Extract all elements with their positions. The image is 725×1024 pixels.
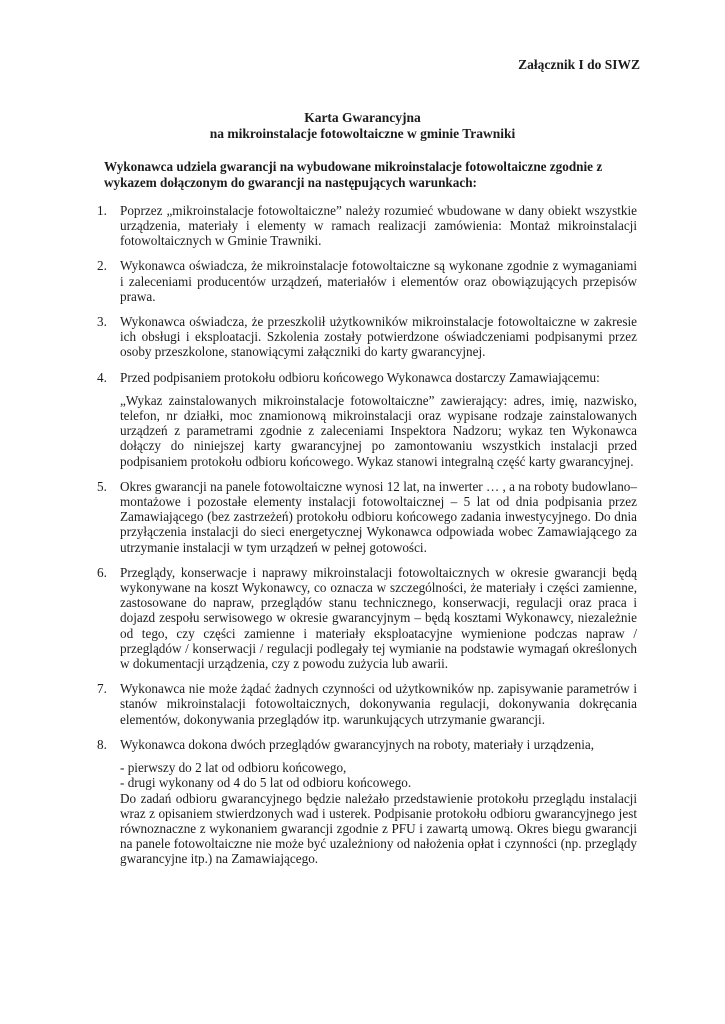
list-item-4	[97, 370, 637, 469]
intro-paragraph: Wykonawca udziela gwarancji na wybudowane mikroinstalacje fotowoltaiczne zgodnie z wykazem dołączonym do gwarancji na następujących warunkach:	[104, 159, 603, 190]
item-body	[120, 314, 637, 360]
item-text: Poprzez „mikroinstalacje fotowoltaiczne” należy rozumieć wbudowane w dany obiekt wszystkie urządzenia, materiały i elementy w ramach realizacji zamówienia: Montaż mikroinstalacji fotowoltaicznych w Gminie Trawniki.	[120, 202, 637, 249]
item-number: 5.	[97, 478, 107, 494]
item-text: Wykonawca oświadcza, że przeszkolił użytkowników mikroinstalacje fotowoltaiczne w zakresie ich obsługi i eksploatacji. Szkolenia zostały potwierdzone oświadczeniami podpisanymi przez osoby przeszkolone, stanowiącymi załączniki do karty gwarancyjnej.	[120, 314, 637, 360]
item-number: 6.	[97, 564, 107, 580]
item-text: Przeglądy, konserwacje i naprawy mikroinstalacji fotowoltaicznych w okresie gwarancji będą wykonywane na koszt Wykonawcy, co oznacza w szczególności, że materiały i części zamienne, zastosowane do napraw, przeglądów stanu technicznego, konserwacji, regulacji oraz praca i dojazd zespołu serwisowego w okresie gwarancyjnym – będą kosztami Wykonawcy, niezależnie od tego, czy części zamienne i materiały eksploatacyjne wymienione podczas napraw / przeglądów / konserwacji / regulacji podlegały tej wymianie na podstawie wymagań określonych w dokumentacji urządzenia, czy z powodu zużycia lub awarii.	[120, 564, 637, 672]
document-title: Karta Gwarancyjna	[304, 110, 421, 126]
item-text: Wykonawca dokona dwóch przeglądów gwarancyjnych na roboty, materiały i urządzenia,	[120, 736, 595, 752]
item-body	[120, 370, 637, 469]
inspection-detail-paragraph: Do zadań odbioru gwarancyjnego będzie należało przedstawienie protokołu przeglądu instalacji wraz z opisaniem stwierdzonych wad i usterek. Podpisanie protokołu odbioru gwarancyjnego jest równoznaczne z wykonaniem gwarancji zgodnie z PFU i zawartą umową. Okres biegu gwarancji na panele fotowoltaiczne nie może być uzależniony od nałożenia opłat i czynności (np. przeglądy gwarancyjne itp.) na Zamawiającego.	[120, 790, 637, 867]
item-body	[120, 565, 637, 671]
document-body	[0, 159, 725, 866]
list-item-3	[97, 314, 637, 360]
list-item-7	[97, 681, 637, 727]
list-item-1	[97, 203, 637, 249]
inspection-second-line: - drugi wykonany od 4 do 5 lat od odbioru końcowego.	[120, 775, 412, 791]
item-body	[120, 479, 637, 555]
list-item-5	[97, 479, 637, 555]
warranty-conditions-list	[97, 203, 637, 867]
attachment-header: Załącznik I do SIWZ	[518, 57, 640, 72]
item-body	[120, 737, 637, 867]
item-number: 2.	[97, 258, 107, 274]
item-text: Przed podpisaniem protokołu odbioru końcowego Wykonawca dostarczy Zamawiającemu:	[120, 369, 600, 385]
item-number: 1.	[97, 202, 107, 218]
item-number: 7.	[97, 681, 107, 697]
list-item-6	[97, 565, 637, 671]
document-subtitle: na mikroinstalacje fotowoltaiczne w gminie Trawniki	[209, 125, 516, 141]
item-number: 4.	[97, 369, 107, 385]
document-title-block	[0, 110, 725, 141]
item-text: Wykonawca oświadcza, że mikroinstalacje fotowoltaiczne są wykonane zgodnie z wymaganiami i zaleceniami producentów urządzeń, materiałów i elementów oraz obowiązujących przepisów prawa.	[120, 258, 637, 304]
item-text: Okres gwarancji na panele fotowoltaiczne wynosi 12 lat, na inwerter … , a na roboty budowlano–montażowe i pozostałe elementy instalacji fotowoltaicznej – 5 lat od dnia podpisania przez Zamawiającego (bez zastrzeżeń) protokołu odbioru końcowego zadania inwestycyjnego. Do dnia przyłączenia instalacji do sieci energetycznej Wykonawca odpowiada wobec Zamawiającego za utrzymanie instalacji w tym urządzeń w pełnej gotowości.	[120, 478, 637, 555]
list-item-2	[97, 258, 637, 304]
item-body	[120, 258, 637, 304]
item-text: Wykonawca nie może żądać żadnych czynności od użytkowników np. zapisywanie parametrów i stanów mikroinstalacji fotowoltaicznych, dokonywania regulacji, dokonywania dokręcania elementów, dokonywania przeglądów itp. warunkujących utrzymanie gwarancji.	[120, 681, 637, 727]
item-body	[120, 203, 637, 249]
item-number: 8.	[97, 736, 107, 752]
inspection-first-line: - pierwszy do 2 lat od odbioru końcowego,	[120, 760, 347, 776]
item-inspection-schedule	[120, 760, 637, 866]
item-annex-paragraph: „Wykaz zainstalowanych mikroinstalacje fotowoltaiczne” zawierający: adres, imię, nazwisko, telefon, nr działki, moc znamionową mikroinstalacji oraz wypisane rodzaje zainstalowanych urządzeń z parametrami zgodnie z zaleceniami Inspektora Nadzoru; wykaz ten Wykonawca dołączy do niniejszej karty gwarancyjnej po zamontowaniu wszystkich instalacji przed podpisaniem protokołu odbioru końcowego. Wykaz stanowi integralną część karty gwarancyjnej.	[120, 392, 637, 469]
item-body	[120, 681, 637, 727]
item-number: 3.	[97, 314, 107, 330]
list-item-8	[97, 737, 637, 867]
